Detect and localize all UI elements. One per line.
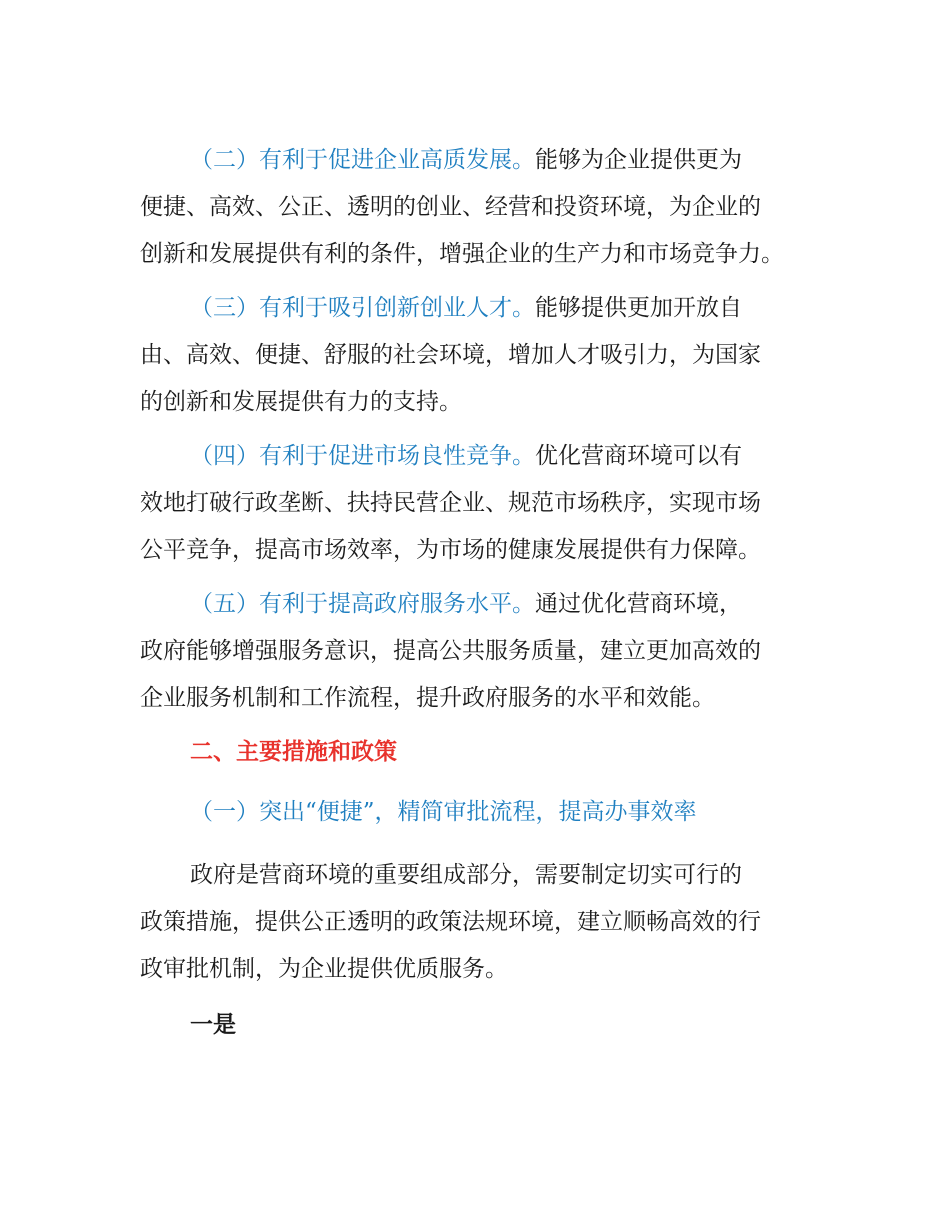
- paragraph-3-line-3: 的创新和发展提供有力的支持。: [140, 389, 462, 415]
- paragraph-3-line-1: [140, 285, 830, 332]
- paragraph-3: [140, 285, 830, 426]
- paragraph-2-heading: （二）有利于促进企业高质发展。: [190, 147, 535, 173]
- paragraph-3-heading: （三）有利于吸引创新创业人才。: [190, 295, 535, 321]
- paragraph-2-line-2: 便捷、高效、公正、透明的创业、经营和投资环境，为企业的: [140, 194, 761, 220]
- paragraph-4-line-1: [140, 433, 830, 480]
- body-paragraph-line-2: 政策措施，提供公正透明的政策法规环境，建立顺畅高效的行: [140, 909, 761, 935]
- paragraph-5-line-2: 政府能够增强服务意识，提高公共服务质量，建立更加高效的: [140, 638, 761, 664]
- paragraph-2: [140, 137, 830, 278]
- subsection-heading: （一）突出“便捷”，精简审批流程，提高办事效率: [190, 799, 697, 825]
- paragraph-5-text-1: 通过优化营商环境，: [535, 591, 742, 617]
- paragraph-5-line-3: 企业服务机制和工作流程，提升政府服务的水平和效能。: [140, 685, 715, 711]
- body-paragraph-line-3: 政审批机制，为企业提供优质服务。: [140, 956, 508, 982]
- paragraph-2-text-1: 能够为企业提供更为: [535, 147, 742, 173]
- body-paragraph-line-1: 政府是营商环境的重要组成部分，需要制定切实可行的: [190, 862, 742, 888]
- paragraph-5: [140, 581, 830, 722]
- paragraph-4-line-3: 公平竞争，提高市场效率，为市场的健康发展提供有力保障。: [140, 537, 761, 563]
- paragraph-2-line-1: [140, 137, 830, 184]
- paragraph-2-line-3: 创新和发展提供有利的条件，增强企业的生产力和市场竞争力。: [140, 241, 784, 267]
- lead-text: 一是: [190, 1012, 236, 1038]
- paragraph-5-heading: （五）有利于提高政府服务水平。: [190, 591, 535, 617]
- body-paragraph: [140, 852, 830, 993]
- section-heading: 二、主要措施和政策: [190, 739, 397, 765]
- paragraph-4-line-2: 效地打破行政垄断、扶持民营企业、规范市场秩序，实现市场: [140, 490, 761, 516]
- paragraph-5-line-1: [140, 581, 830, 628]
- paragraph-3-text-1: 能够提供更加开放自: [535, 295, 742, 321]
- paragraph-4: [140, 433, 830, 574]
- paragraph-4-text-1: 优化营商环境可以有: [535, 443, 742, 469]
- paragraph-3-line-2: 由、高效、便捷、舒服的社会环境，增加人才吸引力，为国家: [140, 342, 761, 368]
- paragraph-4-heading: （四）有利于促进市场良性竞争。: [190, 443, 535, 469]
